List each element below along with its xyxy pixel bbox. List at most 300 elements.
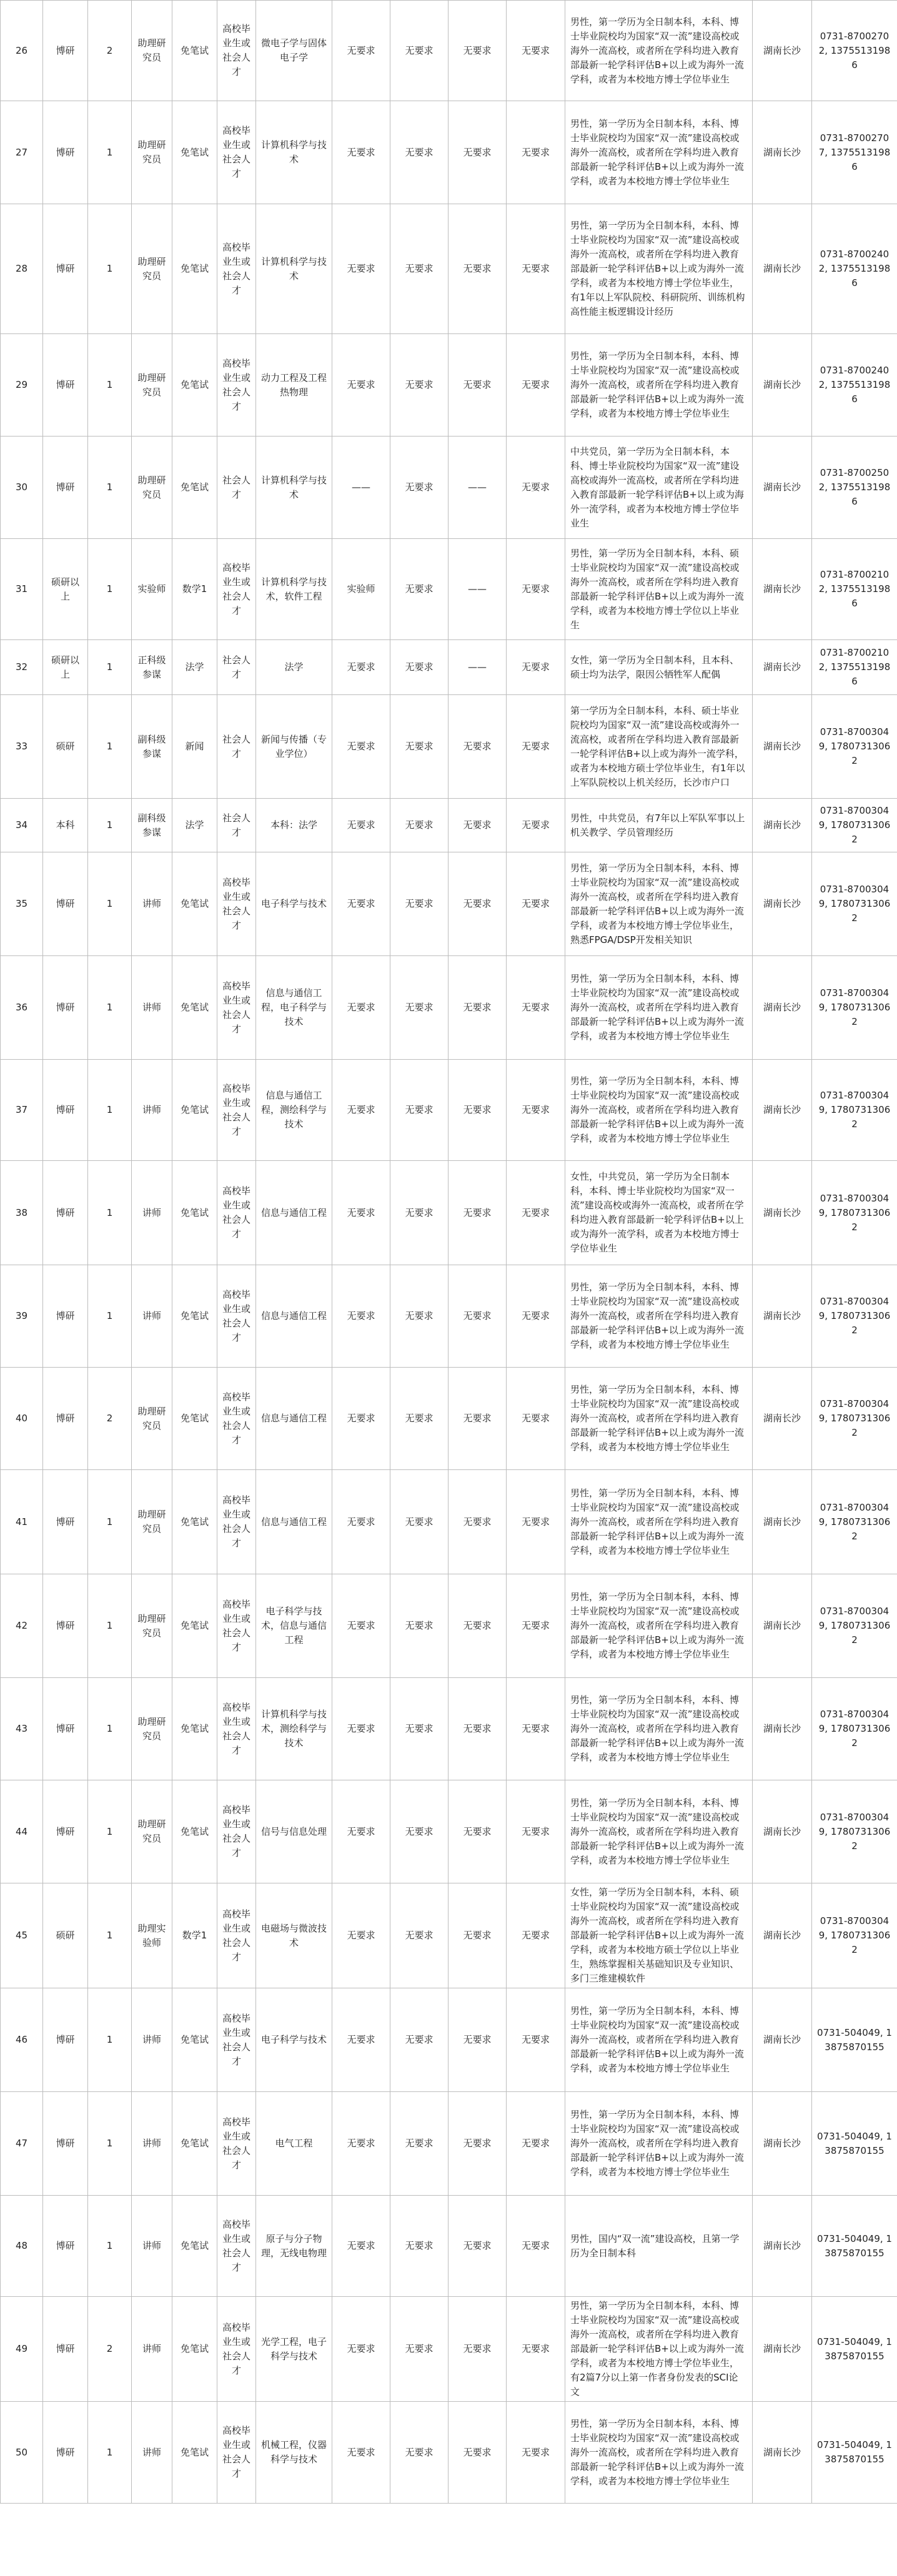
cell-location: 湖南长沙	[753, 2196, 812, 2297]
cell-cond-4: 无要求	[507, 1678, 565, 1780]
cell-exam: 数学1	[172, 539, 217, 640]
cell-headcount: 1	[88, 1161, 132, 1265]
cell-exam: 免笔试	[172, 1161, 217, 1265]
table-body	[1, 1, 897, 2504]
cell-cond-3: ——	[448, 437, 507, 539]
cell-headcount: 1	[88, 101, 132, 204]
cell-cond-4: 无要求	[507, 204, 565, 334]
cell-source: 高校毕业生或社会人才	[217, 956, 256, 1060]
cell-headcount: 2	[88, 2297, 132, 2402]
cell-education: 博研	[43, 1678, 88, 1780]
cell-location: 湖南长沙	[753, 1574, 812, 1678]
cell-source: 高校毕业生或社会人才	[217, 1060, 256, 1161]
cell-no: 32	[1, 640, 43, 695]
cell-headcount: 1	[88, 334, 132, 437]
table-row	[1, 1368, 897, 1470]
cell-exam: 免笔试	[172, 1060, 217, 1161]
cell-exam: 免笔试	[172, 1368, 217, 1470]
cell-no: 28	[1, 204, 43, 334]
cell-education: 博研	[43, 101, 88, 204]
cell-education: 博研	[43, 1060, 88, 1161]
cell-no: 34	[1, 799, 43, 852]
cell-requirements: 男性，中共党员，有7年以上军队军事以上机关教学、学员管理经历	[565, 799, 753, 852]
cell-position: 助理研究员	[132, 1, 172, 101]
cell-education: 博研	[43, 1574, 88, 1678]
cell-contact: 0731-87002102, 13755131986	[812, 640, 897, 695]
cell-cond-2: 无要求	[390, 1060, 448, 1161]
cell-cond-4: 无要求	[507, 1368, 565, 1470]
cell-position: 助理研究员	[132, 334, 172, 437]
cell-no: 44	[1, 1780, 43, 1883]
cell-exam: 法学	[172, 640, 217, 695]
table-row	[1, 1988, 897, 2092]
cell-major: 本科：法学	[256, 799, 332, 852]
cell-source: 高校毕业生或社会人才	[217, 539, 256, 640]
cell-cond-1: 无要求	[332, 1368, 390, 1470]
cell-cond-3: 无要求	[448, 1883, 507, 1988]
cell-cond-2: 无要求	[390, 1470, 448, 1574]
cell-location: 湖南长沙	[753, 956, 812, 1060]
cell-cond-4: 无要求	[507, 799, 565, 852]
cell-cond-4: 无要求	[507, 1, 565, 101]
cell-requirements: 男性，第一学历为全日制本科，本科、博士毕业院校均为国家“双一流”建设高校或海外一流高校，或者所在学科均进入教育部最新一轮学科评估B+以上或为海外一流学科，或者为本校地方博士学位毕业生，有2篇7分以上第一作者身份发表的SCI论文	[565, 2297, 753, 2402]
cell-education: 博研	[43, 1, 88, 101]
cell-cond-3: ——	[448, 539, 507, 640]
cell-education: 博研	[43, 1368, 88, 1470]
cell-cond-3: 无要求	[448, 101, 507, 204]
cell-cond-3: ——	[448, 640, 507, 695]
cell-major: 原子与分子物理，无线电物理	[256, 2196, 332, 2297]
cell-cond-3: 无要求	[448, 1060, 507, 1161]
cell-cond-3: 无要求	[448, 2196, 507, 2297]
cell-requirements: 男性，第一学历为全日制本科，本科、博士毕业院校均为国家“双一流”建设高校或海外一流高校，或者所在学科均进入教育部最新一轮学科评估B+以上或为海外一流学科，或者为本校地方博士学位毕业生	[565, 956, 753, 1060]
table-row	[1, 101, 897, 204]
cell-cond-2: 无要求	[390, 1, 448, 101]
cell-cond-3: 无要求	[448, 1678, 507, 1780]
cell-education: 博研	[43, 1470, 88, 1574]
cell-location: 湖南长沙	[753, 101, 812, 204]
cell-position: 助理研究员	[132, 1368, 172, 1470]
cell-cond-3: 无要求	[448, 1574, 507, 1678]
table-row	[1, 539, 897, 640]
cell-education: 本科	[43, 799, 88, 852]
cell-major: 电子科学与技术	[256, 1988, 332, 2092]
cell-contact: 0731-504049, 13875870155	[812, 2092, 897, 2196]
cell-source: 高校毕业生或社会人才	[217, 1265, 256, 1368]
cell-contact: 0731-87002402, 13755131986	[812, 204, 897, 334]
table-row	[1, 799, 897, 852]
cell-major: 电子科学与技术	[256, 852, 332, 956]
cell-cond-1: 无要求	[332, 956, 390, 1060]
cell-exam: 免笔试	[172, 1988, 217, 2092]
cell-no: 38	[1, 1161, 43, 1265]
cell-position: 讲师	[132, 852, 172, 956]
cell-cond-1: 无要求	[332, 640, 390, 695]
cell-cond-3: 无要求	[448, 852, 507, 956]
cell-no: 47	[1, 2092, 43, 2196]
cell-source: 社会人才	[217, 437, 256, 539]
cell-cond-2: 无要求	[390, 1678, 448, 1780]
cell-contact: 0731-87003049, 17807313062	[812, 799, 897, 852]
cell-source: 高校毕业生或社会人才	[217, 1574, 256, 1678]
cell-cond-1: 无要求	[332, 852, 390, 956]
cell-source: 高校毕业生或社会人才	[217, 1368, 256, 1470]
cell-requirements: 男性，第一学历为全日制本科，本科、博士毕业院校均为国家“双一流”建设高校或海外一流高校，或者所在学科均进入教育部最新一轮学科评估B+以上或为海外一流学科，或者为本校地方博士学位毕业生	[565, 1470, 753, 1574]
cell-requirements: 男性，国内“双一流”建设高校，且第一学历为全日制本科	[565, 2196, 753, 2297]
cell-location: 湖南长沙	[753, 1161, 812, 1265]
cell-position: 实验师	[132, 539, 172, 640]
cell-cond-3: 无要求	[448, 1368, 507, 1470]
cell-education: 博研	[43, 2092, 88, 2196]
cell-cond-1: 无要求	[332, 1883, 390, 1988]
cell-cond-2: 无要求	[390, 2402, 448, 2504]
cell-major: 电磁场与微波技术	[256, 1883, 332, 1988]
cell-source: 高校毕业生或社会人才	[217, 1161, 256, 1265]
cell-headcount: 1	[88, 1060, 132, 1161]
cell-cond-1: 无要求	[332, 1, 390, 101]
cell-major: 电气工程	[256, 2092, 332, 2196]
cell-no: 29	[1, 334, 43, 437]
cell-position: 助理实验师	[132, 1883, 172, 1988]
cell-source: 高校毕业生或社会人才	[217, 2402, 256, 2504]
cell-cond-2: 无要求	[390, 1574, 448, 1678]
cell-contact: 0731-87003049, 17807313062	[812, 1678, 897, 1780]
cell-major: 计算机科学与技术	[256, 101, 332, 204]
cell-exam: 免笔试	[172, 334, 217, 437]
cell-major: 信息与通信工程	[256, 1161, 332, 1265]
cell-location: 湖南长沙	[753, 1060, 812, 1161]
cell-requirements: 男性，第一学历为全日制本科，本科、博士毕业院校均为国家“双一流”建设高校或海外一流高校，或者所在学科均进入教育部最新一轮学科评估B+以上或为海外一流学科，或者为本校地方博士学位毕业生	[565, 1368, 753, 1470]
cell-position: 助理研究员	[132, 204, 172, 334]
cell-requirements: 男性，第一学历为全日制本科，本科、博士毕业院校均为国家“双一流”建设高校或海外一流高校，或者所在学科均进入教育部最新一轮学科评估B+以上或为海外一流学科，或者为本校地方博士学位毕业生	[565, 334, 753, 437]
cell-cond-3: 无要求	[448, 695, 507, 799]
cell-position: 正科级参谋	[132, 640, 172, 695]
table-row	[1, 437, 897, 539]
cell-cond-4: 无要求	[507, 334, 565, 437]
cell-location: 湖南长沙	[753, 1368, 812, 1470]
cell-position: 助理研究员	[132, 1780, 172, 1883]
cell-headcount: 1	[88, 1780, 132, 1883]
cell-exam: 免笔试	[172, 1678, 217, 1780]
cell-no: 33	[1, 695, 43, 799]
cell-location: 湖南长沙	[753, 695, 812, 799]
cell-cond-4: 无要求	[507, 640, 565, 695]
cell-major: 信息与通信工程	[256, 1368, 332, 1470]
cell-source: 高校毕业生或社会人才	[217, 2297, 256, 2402]
cell-position: 助理研究员	[132, 1678, 172, 1780]
cell-cond-4: 无要求	[507, 1574, 565, 1678]
cell-contact: 0731-87002702, 13755131986	[812, 1, 897, 101]
cell-cond-3: 无要求	[448, 1161, 507, 1265]
cell-location: 湖南长沙	[753, 1883, 812, 1988]
cell-exam: 免笔试	[172, 101, 217, 204]
cell-headcount: 2	[88, 1368, 132, 1470]
cell-requirements: 男性，第一学历为全日制本科，本科、博士毕业院校均为国家“双一流”建设高校或海外一流高校，或者所在学科均进入教育部最新一轮学科评估B+以上或为海外一流学科，或者为本校地方博士学位毕业生	[565, 1060, 753, 1161]
cell-position: 讲师	[132, 1060, 172, 1161]
cell-no: 40	[1, 1368, 43, 1470]
cell-source: 高校毕业生或社会人才	[217, 852, 256, 956]
cell-cond-3: 无要求	[448, 2297, 507, 2402]
cell-source: 社会人才	[217, 640, 256, 695]
cell-major: 微电子学与固体电子学	[256, 1, 332, 101]
table-row	[1, 640, 897, 695]
cell-cond-1: 无要求	[332, 204, 390, 334]
cell-cond-1: 无要求	[332, 695, 390, 799]
cell-cond-4: 无要求	[507, 1470, 565, 1574]
cell-requirements: 男性，第一学历为全日制本科，本科、博士毕业院校均为国家“双一流”建设高校或海外一流高校，或者所在学科均进入教育部最新一轮学科评估B+以上或为海外一流学科，或者为本校地方博士学位毕业生	[565, 1678, 753, 1780]
cell-cond-2: 无要求	[390, 1265, 448, 1368]
table-row	[1, 1, 897, 101]
cell-major: 动力工程及工程热物理	[256, 334, 332, 437]
cell-education: 博研	[43, 437, 88, 539]
cell-contact: 0731-87003049, 17807313062	[812, 1368, 897, 1470]
cell-requirements: 男性，第一学历为全日制本科，本科、博士毕业院校均为国家“双一流”建设高校或海外一流高校，或者所在学科均进入教育部最新一轮学科评估B+以上或为海外一流学科，或者为本校地方博士学位毕业生	[565, 101, 753, 204]
cell-cond-1: 无要求	[332, 334, 390, 437]
table-row	[1, 1161, 897, 1265]
cell-cond-2: 无要求	[390, 2092, 448, 2196]
cell-exam: 免笔试	[172, 437, 217, 539]
cell-headcount: 1	[88, 2196, 132, 2297]
cell-cond-4: 无要求	[507, 437, 565, 539]
cell-headcount: 1	[88, 799, 132, 852]
cell-cond-3: 无要求	[448, 1780, 507, 1883]
cell-contact: 0731-87003049, 17807313062	[812, 1161, 897, 1265]
cell-requirements: 男性，第一学历为全日制本科，本科、博士毕业院校均为国家“双一流”建设高校或海外一流高校，或者所在学科均进入教育部最新一轮学科评估B+以上或为海外一流学科，或者为本校地方博士学位毕业生	[565, 1, 753, 101]
cell-cond-1: 无要求	[332, 1161, 390, 1265]
cell-cond-1: 无要求	[332, 1988, 390, 2092]
cell-cond-4: 无要求	[507, 101, 565, 204]
cell-cond-2: 无要求	[390, 1883, 448, 1988]
cell-cond-4: 无要求	[507, 695, 565, 799]
cell-cond-3: 无要求	[448, 204, 507, 334]
cell-cond-2: 无要求	[390, 640, 448, 695]
table-row	[1, 1265, 897, 1368]
cell-headcount: 1	[88, 640, 132, 695]
cell-cond-4: 无要求	[507, 2402, 565, 2504]
cell-headcount: 1	[88, 2402, 132, 2504]
table-row	[1, 2196, 897, 2297]
cell-headcount: 1	[88, 1678, 132, 1780]
cell-no: 30	[1, 437, 43, 539]
cell-education: 博研	[43, 204, 88, 334]
cell-source: 社会人才	[217, 695, 256, 799]
cell-requirements: 男性，第一学历为全日制本科，本科、博士毕业院校均为国家“双一流”建设高校或海外一流高校，或者所在学科均进入教育部最新一轮学科评估B+以上或为海外一流学科，或者为本校地方博士学位毕业生	[565, 1988, 753, 2092]
cell-education: 博研	[43, 956, 88, 1060]
cell-education: 博研	[43, 2196, 88, 2297]
table-row	[1, 1574, 897, 1678]
cell-education: 博研	[43, 2402, 88, 2504]
cell-source: 高校毕业生或社会人才	[217, 1988, 256, 2092]
cell-source: 高校毕业生或社会人才	[217, 101, 256, 204]
cell-position: 讲师	[132, 2196, 172, 2297]
cell-cond-2: 无要求	[390, 101, 448, 204]
cell-cond-1: 无要求	[332, 1060, 390, 1161]
cell-headcount: 1	[88, 695, 132, 799]
cell-no: 43	[1, 1678, 43, 1780]
table-row	[1, 1060, 897, 1161]
cell-position: 助理研究员	[132, 1574, 172, 1678]
cell-cond-4: 无要求	[507, 539, 565, 640]
cell-cond-4: 无要求	[507, 2297, 565, 2402]
cell-requirements: 男性，第一学历为全日制本科，本科、博士毕业院校均为国家“双一流”建设高校或海外一流高校，或者所在学科均进入教育部最新一轮学科评估B+以上或为海外一流学科，或者为本校地方博士学位毕业生	[565, 1574, 753, 1678]
cell-cond-2: 无要求	[390, 956, 448, 1060]
cell-education: 博研	[43, 1988, 88, 2092]
cell-headcount: 1	[88, 204, 132, 334]
cell-headcount: 1	[88, 539, 132, 640]
cell-major: 信号与信息处理	[256, 1780, 332, 1883]
cell-cond-4: 无要求	[507, 2092, 565, 2196]
cell-source: 高校毕业生或社会人才	[217, 204, 256, 334]
cell-cond-1: 无要求	[332, 1574, 390, 1678]
cell-cond-1: 无要求	[332, 1678, 390, 1780]
cell-cond-3: 无要求	[448, 1988, 507, 2092]
table-row	[1, 1470, 897, 1574]
cell-no: 42	[1, 1574, 43, 1678]
cell-education: 博研	[43, 2297, 88, 2402]
cell-exam: 免笔试	[172, 2297, 217, 2402]
cell-position: 助理研究员	[132, 437, 172, 539]
cell-cond-4: 无要求	[507, 1883, 565, 1988]
cell-major: 信息与通信工程，电子科学与技术	[256, 956, 332, 1060]
cell-location: 湖南长沙	[753, 799, 812, 852]
cell-cond-2: 无要求	[390, 539, 448, 640]
cell-cond-3: 无要求	[448, 956, 507, 1060]
cell-headcount: 1	[88, 956, 132, 1060]
cell-cond-1: 无要求	[332, 2402, 390, 2504]
cell-cond-2: 无要求	[390, 2196, 448, 2297]
cell-education: 硕研	[43, 695, 88, 799]
cell-cond-2: 无要求	[390, 1780, 448, 1883]
cell-no: 37	[1, 1060, 43, 1161]
cell-position: 副科级参谋	[132, 799, 172, 852]
cell-cond-2: 无要求	[390, 1161, 448, 1265]
cell-exam: 免笔试	[172, 956, 217, 1060]
cell-position: 讲师	[132, 1988, 172, 2092]
cell-requirements: 男性，第一学历为全日制本科，本科、博士毕业院校均为国家“双一流”建设高校或海外一流高校，或者所在学科均进入教育部最新一轮学科评估B+以上或为海外一流学科，或者为本校地方博士学位毕业生	[565, 1780, 753, 1883]
cell-exam: 免笔试	[172, 1574, 217, 1678]
cell-contact: 0731-87002502, 13755131986	[812, 437, 897, 539]
cell-no: 50	[1, 2402, 43, 2504]
cell-cond-4: 无要求	[507, 1060, 565, 1161]
cell-location: 湖南长沙	[753, 1470, 812, 1574]
cell-major: 光学工程，电子科学与技术	[256, 2297, 332, 2402]
cell-cond-2: 无要求	[390, 695, 448, 799]
cell-major: 信息与通信工程	[256, 1265, 332, 1368]
cell-location: 湖南长沙	[753, 2297, 812, 2402]
cell-cond-4: 无要求	[507, 1265, 565, 1368]
cell-major: 计算机科学与技术，软件工程	[256, 539, 332, 640]
cell-source: 高校毕业生或社会人才	[217, 1, 256, 101]
cell-position: 讲师	[132, 2402, 172, 2504]
cell-contact: 0731-504049, 13875870155	[812, 2196, 897, 2297]
cell-source: 高校毕业生或社会人才	[217, 2196, 256, 2297]
cell-cond-2: 无要求	[390, 204, 448, 334]
cell-cond-3: 无要求	[448, 1470, 507, 1574]
cell-exam: 免笔试	[172, 852, 217, 956]
cell-major: 计算机科学与技术，测绘科学与技术	[256, 1678, 332, 1780]
cell-requirements: 男性，第一学历为全日制本科，本科、博士毕业院校均为国家“双一流”建设高校或海外一流高校，或者所在学科均进入教育部最新一轮学科评估B+以上或为海外一流学科，或者为本校地方博士学位毕业生，熟悉FPGA/DSP开发相关知识	[565, 852, 753, 956]
cell-cond-1: 无要求	[332, 2297, 390, 2402]
cell-exam: 免笔试	[172, 1780, 217, 1883]
cell-position: 助理研究员	[132, 101, 172, 204]
cell-cond-4: 无要求	[507, 1988, 565, 2092]
cell-exam: 免笔试	[172, 2402, 217, 2504]
cell-education: 博研	[43, 334, 88, 437]
cell-cond-1: 无要求	[332, 1780, 390, 1883]
cell-cond-3: 无要求	[448, 2402, 507, 2504]
cell-position: 讲师	[132, 2092, 172, 2196]
cell-location: 湖南长沙	[753, 1, 812, 101]
cell-location: 湖南长沙	[753, 852, 812, 956]
cell-cond-1: 无要求	[332, 2196, 390, 2297]
cell-education: 硕研	[43, 1883, 88, 1988]
cell-cond-1: 无要求	[332, 101, 390, 204]
cell-cond-2: 无要求	[390, 852, 448, 956]
cell-location: 湖南长沙	[753, 640, 812, 695]
cell-no: 26	[1, 1, 43, 101]
cell-location: 湖南长沙	[753, 334, 812, 437]
cell-cond-2: 无要求	[390, 1988, 448, 2092]
cell-major: 法学	[256, 640, 332, 695]
cell-no: 49	[1, 2297, 43, 2402]
cell-education: 博研	[43, 1161, 88, 1265]
table-row	[1, 1883, 897, 1988]
table-row	[1, 2297, 897, 2402]
table-row	[1, 956, 897, 1060]
cell-contact: 0731-87003049, 17807313062	[812, 1265, 897, 1368]
cell-cond-4: 无要求	[507, 1780, 565, 1883]
cell-location: 湖南长沙	[753, 204, 812, 334]
cell-no: 48	[1, 2196, 43, 2297]
cell-cond-3: 无要求	[448, 799, 507, 852]
cell-major: 信息与通信工程，测绘科学与技术	[256, 1060, 332, 1161]
cell-location: 湖南长沙	[753, 1988, 812, 2092]
cell-exam: 数学1	[172, 1883, 217, 1988]
cell-contact: 0731-87003049, 17807313062	[812, 1574, 897, 1678]
cell-cond-1: ——	[332, 437, 390, 539]
cell-exam: 新闻	[172, 695, 217, 799]
cell-major: 机械工程，仪器科学与技术	[256, 2402, 332, 2504]
cell-headcount: 1	[88, 1883, 132, 1988]
cell-major: 计算机科学与技术	[256, 437, 332, 539]
cell-cond-3: 无要求	[448, 2092, 507, 2196]
cell-cond-1: 无要求	[332, 1265, 390, 1368]
cell-no: 31	[1, 539, 43, 640]
cell-no: 46	[1, 1988, 43, 2092]
cell-headcount: 1	[88, 852, 132, 956]
cell-no: 39	[1, 1265, 43, 1368]
cell-contact: 0731-87003049, 17807313062	[812, 956, 897, 1060]
cell-education: 博研	[43, 1780, 88, 1883]
cell-major: 电子科学与技术，信息与通信工程	[256, 1574, 332, 1678]
cell-location: 湖南长沙	[753, 1780, 812, 1883]
cell-no: 36	[1, 956, 43, 1060]
cell-cond-3: 无要求	[448, 1, 507, 101]
cell-cond-2: 无要求	[390, 437, 448, 539]
cell-cond-4: 无要求	[507, 956, 565, 1060]
cell-requirements: 第一学历为全日制本科，本科、硕士毕业院校均为国家“双一流”建设高校或海外一流高校，或者所在学科均进入教育部最新一轮学科评估B+以上或为海外一流学科，或者为本校地方硕士学位毕业生，有1年以上军队院校以上机关经历，长沙市户口	[565, 695, 753, 799]
cell-position: 助理研究员	[132, 1470, 172, 1574]
cell-cond-1: 实验师	[332, 539, 390, 640]
cell-contact: 0731-504049, 13875870155	[812, 2297, 897, 2402]
cell-position: 讲师	[132, 956, 172, 1060]
cell-contact: 0731-504049, 13875870155	[812, 2402, 897, 2504]
cell-exam: 免笔试	[172, 2196, 217, 2297]
cell-requirements: 男性，第一学历为全日制本科，本科、博士毕业院校均为国家“双一流”建设高校或海外一流高校，或者所在学科均进入教育部最新一轮学科评估B+以上或为海外一流学科，或者为本校地方博士学位毕业生	[565, 2092, 753, 2196]
cell-requirements: 男性，第一学历为全日制本科，本科、博士毕业院校均为国家“双一流”建设高校或海外一流高校，或者所在学科均进入教育部最新一轮学科评估B+以上或为海外一流学科，或者为本校地方博士学位毕业生，有1年以上军队院校、科研院所、训练机构高性能主板逻辑设计经历	[565, 204, 753, 334]
cell-cond-4: 无要求	[507, 1161, 565, 1265]
cell-cond-4: 无要求	[507, 852, 565, 956]
